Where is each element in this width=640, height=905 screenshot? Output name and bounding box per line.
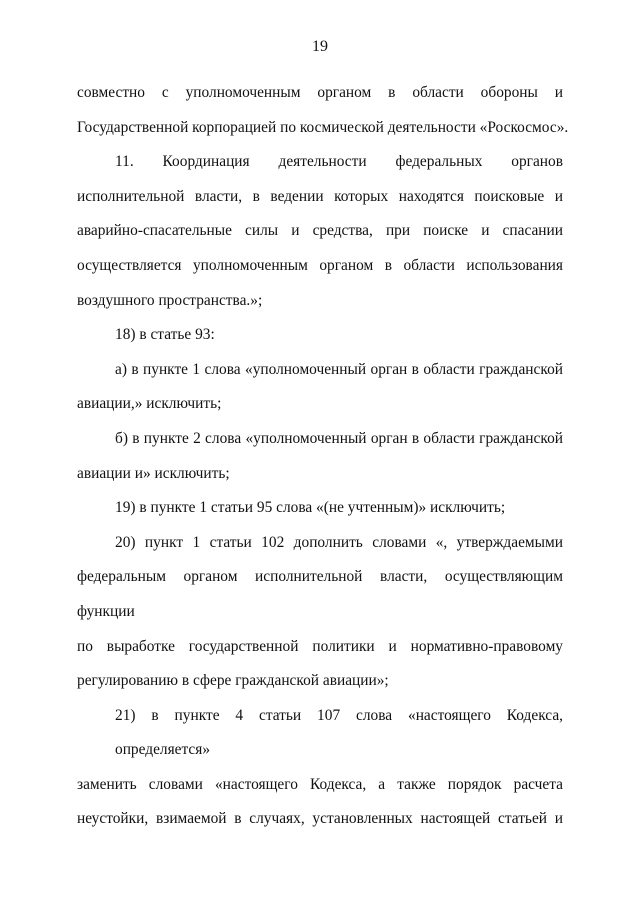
text-line: Государственной корпорацией по космической деятельности «Роскосмос». bbox=[77, 118, 569, 136]
text-line: авиации и» исключить; bbox=[77, 464, 230, 482]
text-line: регулированию в сфере гражданской авиации»; bbox=[77, 672, 389, 690]
document-body bbox=[77, 76, 569, 837]
text-line: воздушного пространства.»; bbox=[77, 291, 263, 309]
text-line: совместно с уполномоченным органом в области обороны и bbox=[77, 84, 563, 101]
text-line: осуществляется уполномоченным органом в области использования bbox=[77, 256, 563, 274]
text-line: аварийно-спасательные силы и средства, при поиске и спасании bbox=[77, 222, 563, 240]
text-line: по выработке государственной политики и нормативно-правовому bbox=[77, 637, 563, 655]
text-line: авиации,» исключить; bbox=[77, 395, 222, 413]
text-line: неустойки, взимаемой в случаях, установленных настоящей статьей и bbox=[77, 810, 563, 828]
paragraph-11-line: 11. Координация деятельности федеральных органов bbox=[115, 153, 563, 171]
text-line: федеральным органом исполнительной власти, осуществляющим функции bbox=[77, 568, 563, 620]
item-21-line: 21) в пункте 4 статьи 107 слова «настоящего Кодекса, определяется» bbox=[115, 706, 563, 759]
subitem-b-line: б) в пункте 2 слова «уполномоченный орган в области гражданской bbox=[115, 429, 563, 447]
item-19-line: 19) в пункте 1 статьи 95 слова «(не учтенным)» исключить; bbox=[115, 499, 506, 517]
text-line: исполнительной власти, в ведении которых находятся поисковые и bbox=[77, 187, 563, 205]
item-18-line: 18) в статье 93: bbox=[115, 326, 215, 344]
subitem-a-line: а) в пункте 1 слова «уполномоченный орган в области гражданской bbox=[115, 360, 563, 378]
page-number: 19 bbox=[312, 38, 328, 55]
text-line: заменить словами «настоящего Кодекса, а также порядок расчета bbox=[77, 775, 563, 793]
item-20-line: 20) пункт 1 статьи 102 дополнить словами «, утверждаемыми bbox=[115, 533, 563, 551]
